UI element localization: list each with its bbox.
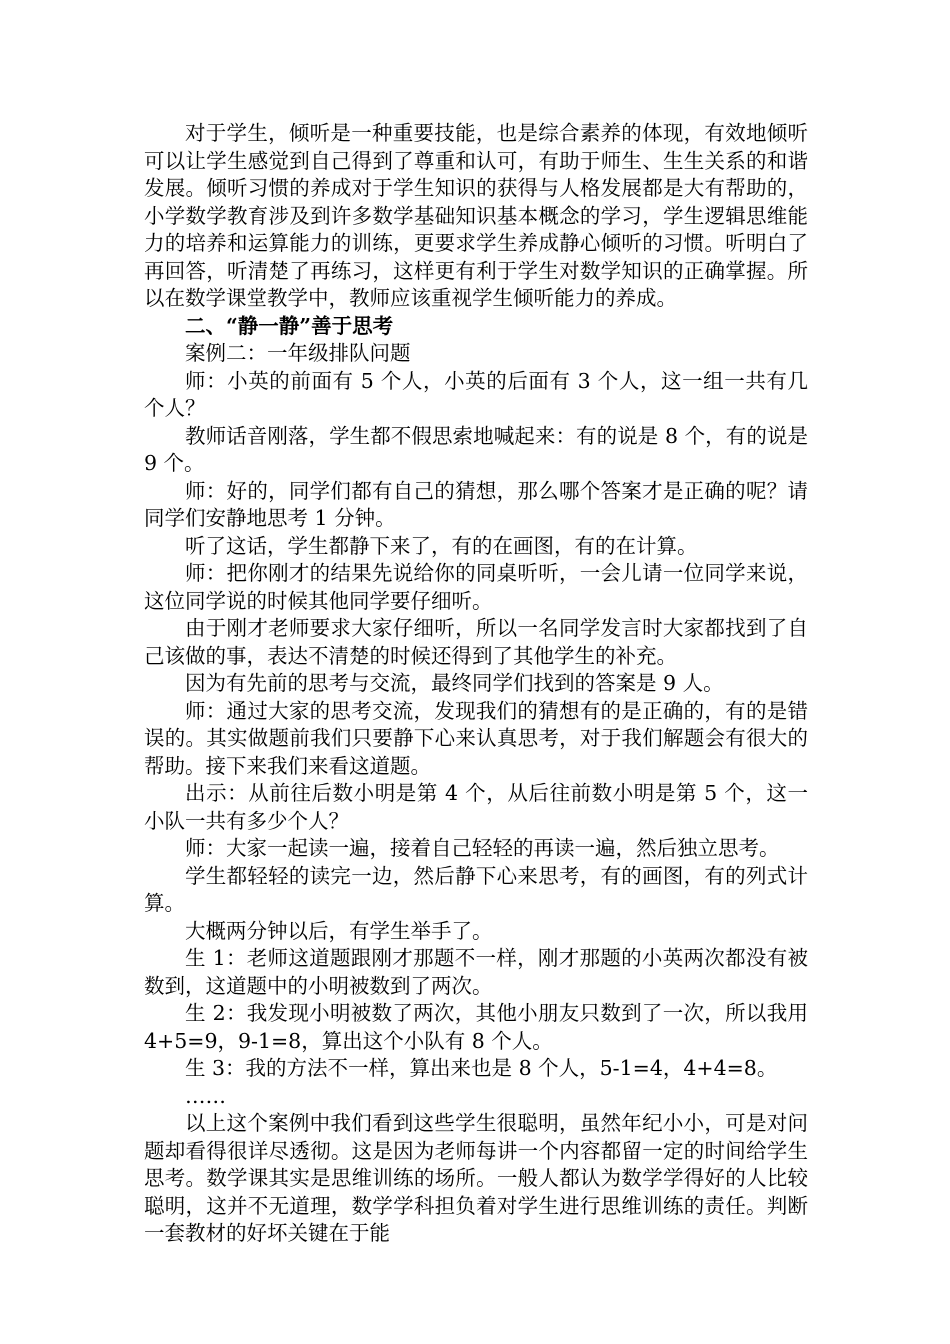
paragraph-students-think: 学生都轻轻的读完一边，然后静下心来思考，有的画图，有的列式计算。 — [144, 863, 808, 915]
document-page — [144, 120, 808, 1248]
paragraph-student-3: 生 3：我的方法不一样，算出来也是 8 个人，5-1=4，4+4=8。 — [185, 1056, 778, 1080]
paragraph-listening-result: 由于刚才老师要求大家仔细听，所以一名同学发言时大家都找到了自己该做的事，表达不清楚的时候还得到了其他学生的补充。 — [144, 616, 808, 668]
paragraph-ellipsis: …… — [185, 1083, 226, 1108]
paragraph-answer: 因为有先前的思考与交流，最终同学们找到的答案是 9 人。 — [185, 671, 724, 695]
section-heading: 二、“静一静”善于思考 — [185, 313, 394, 338]
paragraph-case-analysis: 以上这个案例中我们看到这些学生很聪明，虽然年纪小小，可是对问题却看得很详尽透彻。这是因为老师每讲一个内容都留一定的时间给学生思考。数学课其实是思维训练的场所。一般人都认为数学学得好的人比较聪明，这并不无道理，数学学科担负着对学生进行思维训练的责任。判断一套教材的好坏关键在于能 — [144, 1111, 808, 1245]
paragraph-teacher-question: 师：小英的前面有 5 个人，小英的后面有 3 个人，这一组一共有几个人？ — [144, 368, 808, 420]
paragraph-teacher-read: 师：大家一起读一遍，接着自己轻轻的再读一遍，然后独立思考。 — [185, 836, 780, 860]
paragraph-student-2: 生 2：我发现小明被数了两次，其他小朋友只数到了一次，所以我用 4+5=9，9-1=8，算出这个小队有 8 个人。 — [144, 1001, 808, 1053]
paragraph-teacher-share: 师：把你刚才的结果先说给你的同桌听听，一会儿请一位同学来说，这位同学说的时候其他同学要仔细听。 — [144, 561, 808, 613]
paragraph-student-1: 生 1：老师这道题跟刚才那题不一样，刚才那题的小英两次都没有被数到，这道题中的小明被数到了两次。 — [144, 946, 808, 998]
paragraph-teacher-think: 师：好的，同学们都有自己的猜想，那么哪个答案才是正确的呢？请同学们安静地思考 1 分钟。 — [144, 478, 808, 530]
paragraph-teacher-summary: 师：通过大家的思考交流，发现我们的猜想有的是正确的，有的是错误的。其实做题前我们只要静下心来认真思考，对于我们解题会有很大的帮助。接下来我们来看这道题。 — [144, 698, 808, 778]
paragraph-listening-skill: 对于学生，倾听是一种重要技能，也是综合素养的体现，有效地倾听可以让学生感觉到自己得到了尊重和认可，有助于师生、生生关系的和谐发展。倾听习惯的养成对于学生知识的获得与人格发展都是大有帮助的，小学数学教育涉及到许多数学基础知识基本概念的学习，学生逻辑思维能力的培养和运算能力的训练，更要求学生养成静心倾听的习惯。听明白了再回答，听清楚了再练习，这样更有利于学生对数学知识的正确掌握。所以在数学课堂教学中，教师应该重视学生倾听能力的养成。 — [144, 121, 808, 310]
paragraph-students-quiet: 听了这话，学生都静下来了，有的在画图，有的在计算。 — [185, 533, 698, 558]
paragraph-hands-up: 大概两分钟以后，有学生举手了。 — [185, 918, 493, 943]
case-title: 案例二：一年级排队问题 — [185, 341, 411, 365]
paragraph-new-problem: 出示：从前往后数小明是第 4 个，从后往前数小明是第 5 个，这一小队一共有多少个人？ — [144, 781, 808, 833]
paragraph-students-shout: 教师话音刚落，学生都不假思索地喊起来：有的说是 8 个，有的说是 9 个。 — [144, 423, 808, 475]
